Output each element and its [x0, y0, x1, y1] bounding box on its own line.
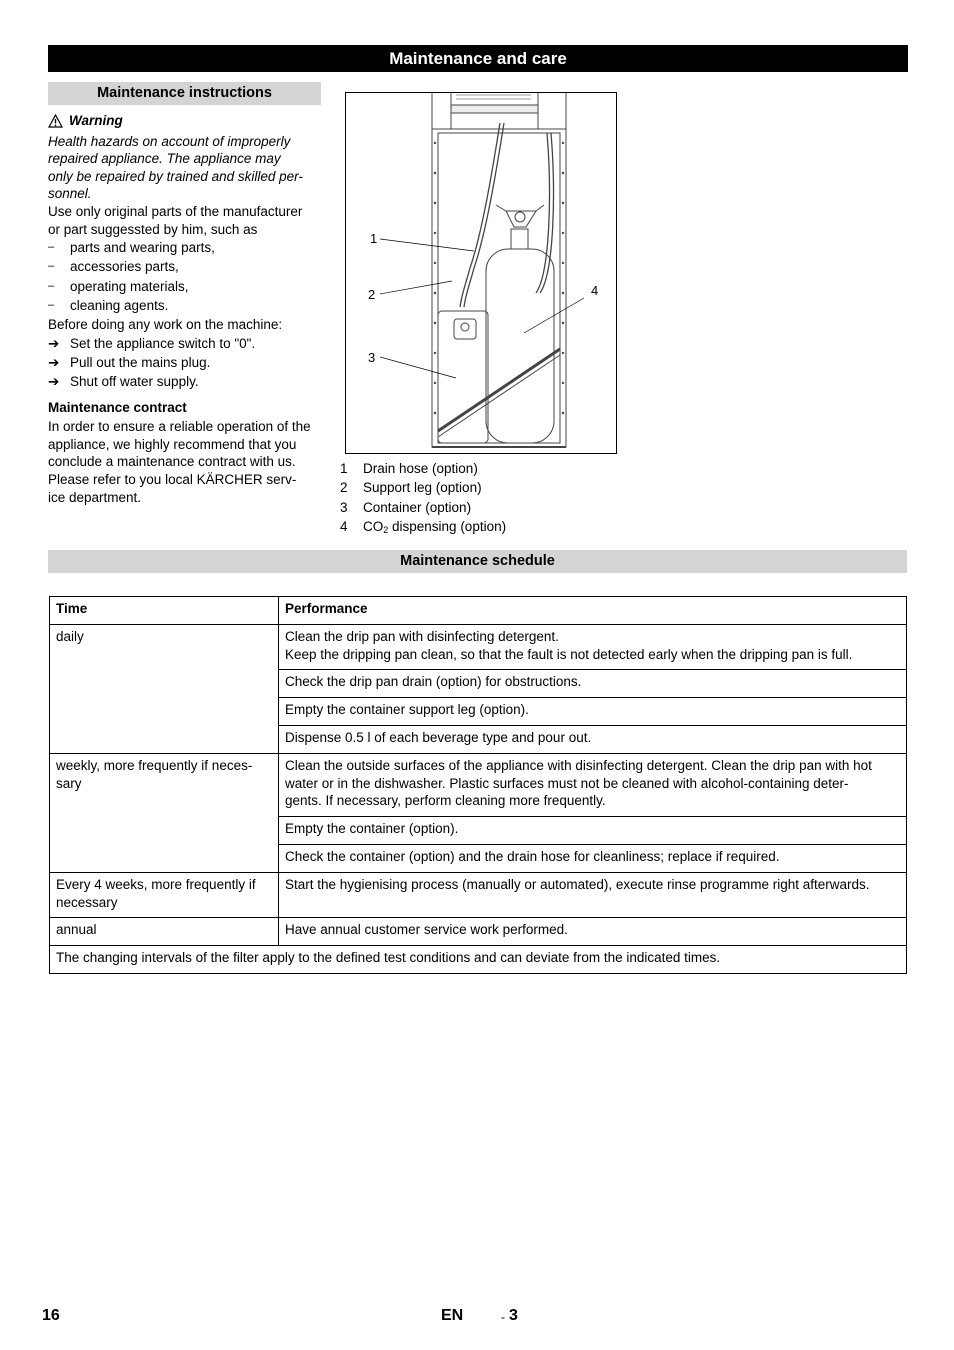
task-cell: [279, 624, 907, 670]
contract-text-line: Please refer to you local KÄRCHER serv-: [48, 471, 297, 487]
list-item: – parts and wearing parts,: [48, 238, 323, 257]
table-row: [50, 872, 907, 918]
appliance-illustration: [345, 92, 617, 454]
table-header-row: [50, 597, 907, 625]
list-item: – cleaning agents.: [48, 296, 323, 315]
task-line: Clean the outside surfaces of the appliance with disinfecting detergent. Clean the drip pan with hot: [285, 757, 872, 773]
arrow-right-icon: ➔: [48, 355, 60, 371]
warning-text-line: sonnel.: [48, 186, 92, 202]
task-line: water or in the dishwasher. Plastic surfaces must not be cleaned with alcohol-containing deter-: [285, 775, 849, 791]
page-number: 16: [42, 1307, 60, 1324]
task-cell: [279, 753, 907, 816]
footer-dash: -: [501, 1310, 505, 1324]
section-title: Maintenance and care: [48, 45, 908, 72]
list-item: – operating materials,: [48, 277, 323, 296]
task-cell: Empty the container (option).: [279, 817, 907, 845]
legend-text: [363, 517, 506, 540]
legend-item: [340, 498, 506, 517]
contract-text-line: In order to ensure a reliable operation of the: [48, 419, 311, 435]
task-cell: Dispense 0.5 l of each beverage type and pour out.: [279, 725, 907, 753]
legend-text-part: dispensing (option): [388, 519, 507, 535]
time-line: weekly, more frequently if neces-: [56, 757, 253, 773]
task-line: Clean the drip pan with disinfecting detergent.: [285, 628, 559, 644]
legend-item: [340, 517, 506, 540]
intro-text-line: Use only original parts of the manufacturer: [48, 203, 303, 219]
list-item: [48, 372, 323, 391]
intro-text: [48, 203, 323, 238]
step-text: Set the appliance switch to "0".: [70, 335, 256, 351]
section-number: 3: [509, 1307, 518, 1324]
callout-3: 3: [368, 350, 376, 365]
table-row: [50, 753, 907, 816]
legend-number: 2: [340, 480, 348, 496]
table-row: [50, 918, 907, 946]
legend-text-part: CO: [363, 519, 384, 535]
task-cell: Check the container (option) and the drain hose for cleanliness; replace if required.: [279, 844, 907, 872]
maintenance-schedule-heading: Maintenance schedule: [48, 550, 907, 573]
callout-1: 1: [370, 231, 378, 246]
contract-text: [48, 418, 323, 506]
maintenance-schedule-table: [49, 596, 907, 974]
task-line: gents. If necessary, perform cleaning more frequently.: [285, 793, 606, 809]
instructions-column: [48, 112, 323, 506]
figure-legend: [340, 459, 506, 541]
legend-text: Container (option): [363, 499, 472, 515]
legend-subscript: 2: [383, 525, 389, 536]
column-header-performance: Performance: [279, 597, 907, 625]
maintenance-contract-heading: Maintenance contract: [48, 399, 187, 415]
steps-list: [48, 334, 323, 392]
legend-item: [340, 459, 506, 478]
warning-text-line: Health hazards on account of improperly: [48, 133, 291, 149]
task-cell: Empty the container support leg (option).: [279, 698, 907, 726]
legend-number: 4: [340, 519, 348, 535]
contract-text-line: appliance, we highly recommend that you: [48, 436, 297, 452]
legend-text: Support leg (option): [363, 480, 482, 496]
time-cell: annual: [50, 918, 279, 946]
column-header-time: Time: [50, 597, 279, 625]
legend-number: 3: [340, 499, 348, 515]
list-item: – accessories parts,: [48, 257, 323, 276]
before-work-text: Before doing any work on the machine:: [48, 316, 283, 332]
list-item: [48, 353, 323, 372]
legend-text: Drain hose (option): [363, 461, 478, 476]
callout-4: 4: [591, 283, 599, 298]
list-item: [48, 334, 323, 353]
warning-text-line: repaired appliance. The appliance may: [48, 151, 281, 167]
time-line: sary: [56, 775, 82, 791]
legend-item: [340, 478, 506, 497]
warning-label: Warning: [69, 113, 123, 128]
time-line: Every 4 weeks, more frequently if: [56, 876, 256, 892]
arrow-right-icon: ➔: [48, 335, 60, 351]
contract-text-line: ice department.: [48, 489, 142, 505]
table-row: [50, 624, 907, 670]
time-cell: daily: [50, 624, 279, 753]
warning-text-line: only be repaired by trained and skilled per-: [48, 168, 303, 184]
table-row: [50, 946, 907, 974]
task-cell: Check the drip pan drain (option) for obstructions.: [279, 670, 907, 698]
time-cell: [50, 872, 279, 918]
callout-2: 2: [368, 287, 376, 302]
appliance-drawing: [346, 93, 617, 454]
task-line: Keep the dripping pan clean, so that the fault is not detected early when the dripping pan is full.: [285, 646, 853, 662]
task-cell: Have annual customer service work performed.: [279, 918, 907, 946]
maintenance-instructions-heading: Maintenance instructions: [48, 82, 321, 105]
warning-heading: [48, 112, 323, 130]
warning-text: [48, 133, 323, 203]
step-text: Shut off water supply.: [70, 374, 199, 390]
time-line: necessary: [56, 894, 118, 910]
warning-triangle-icon: [48, 114, 63, 128]
time-cell: [50, 753, 279, 872]
intro-text-line: or part suggessted by him, such as: [48, 221, 258, 237]
arrow-right-icon: ➔: [48, 374, 60, 390]
task-cell: Start the hygienising process (manually or automated), execute rinse programme right afterwards.: [279, 872, 907, 918]
step-text: Pull out the mains plug.: [70, 355, 211, 371]
language-code: EN: [441, 1307, 464, 1324]
table-note: The changing intervals of the filter apply to the defined test conditions and can deviate from the indicated times.: [50, 946, 907, 974]
contract-text-line: conclude a maintenance contract with us.: [48, 454, 296, 470]
parts-list: [48, 238, 323, 315]
legend-number: 1: [340, 461, 348, 476]
